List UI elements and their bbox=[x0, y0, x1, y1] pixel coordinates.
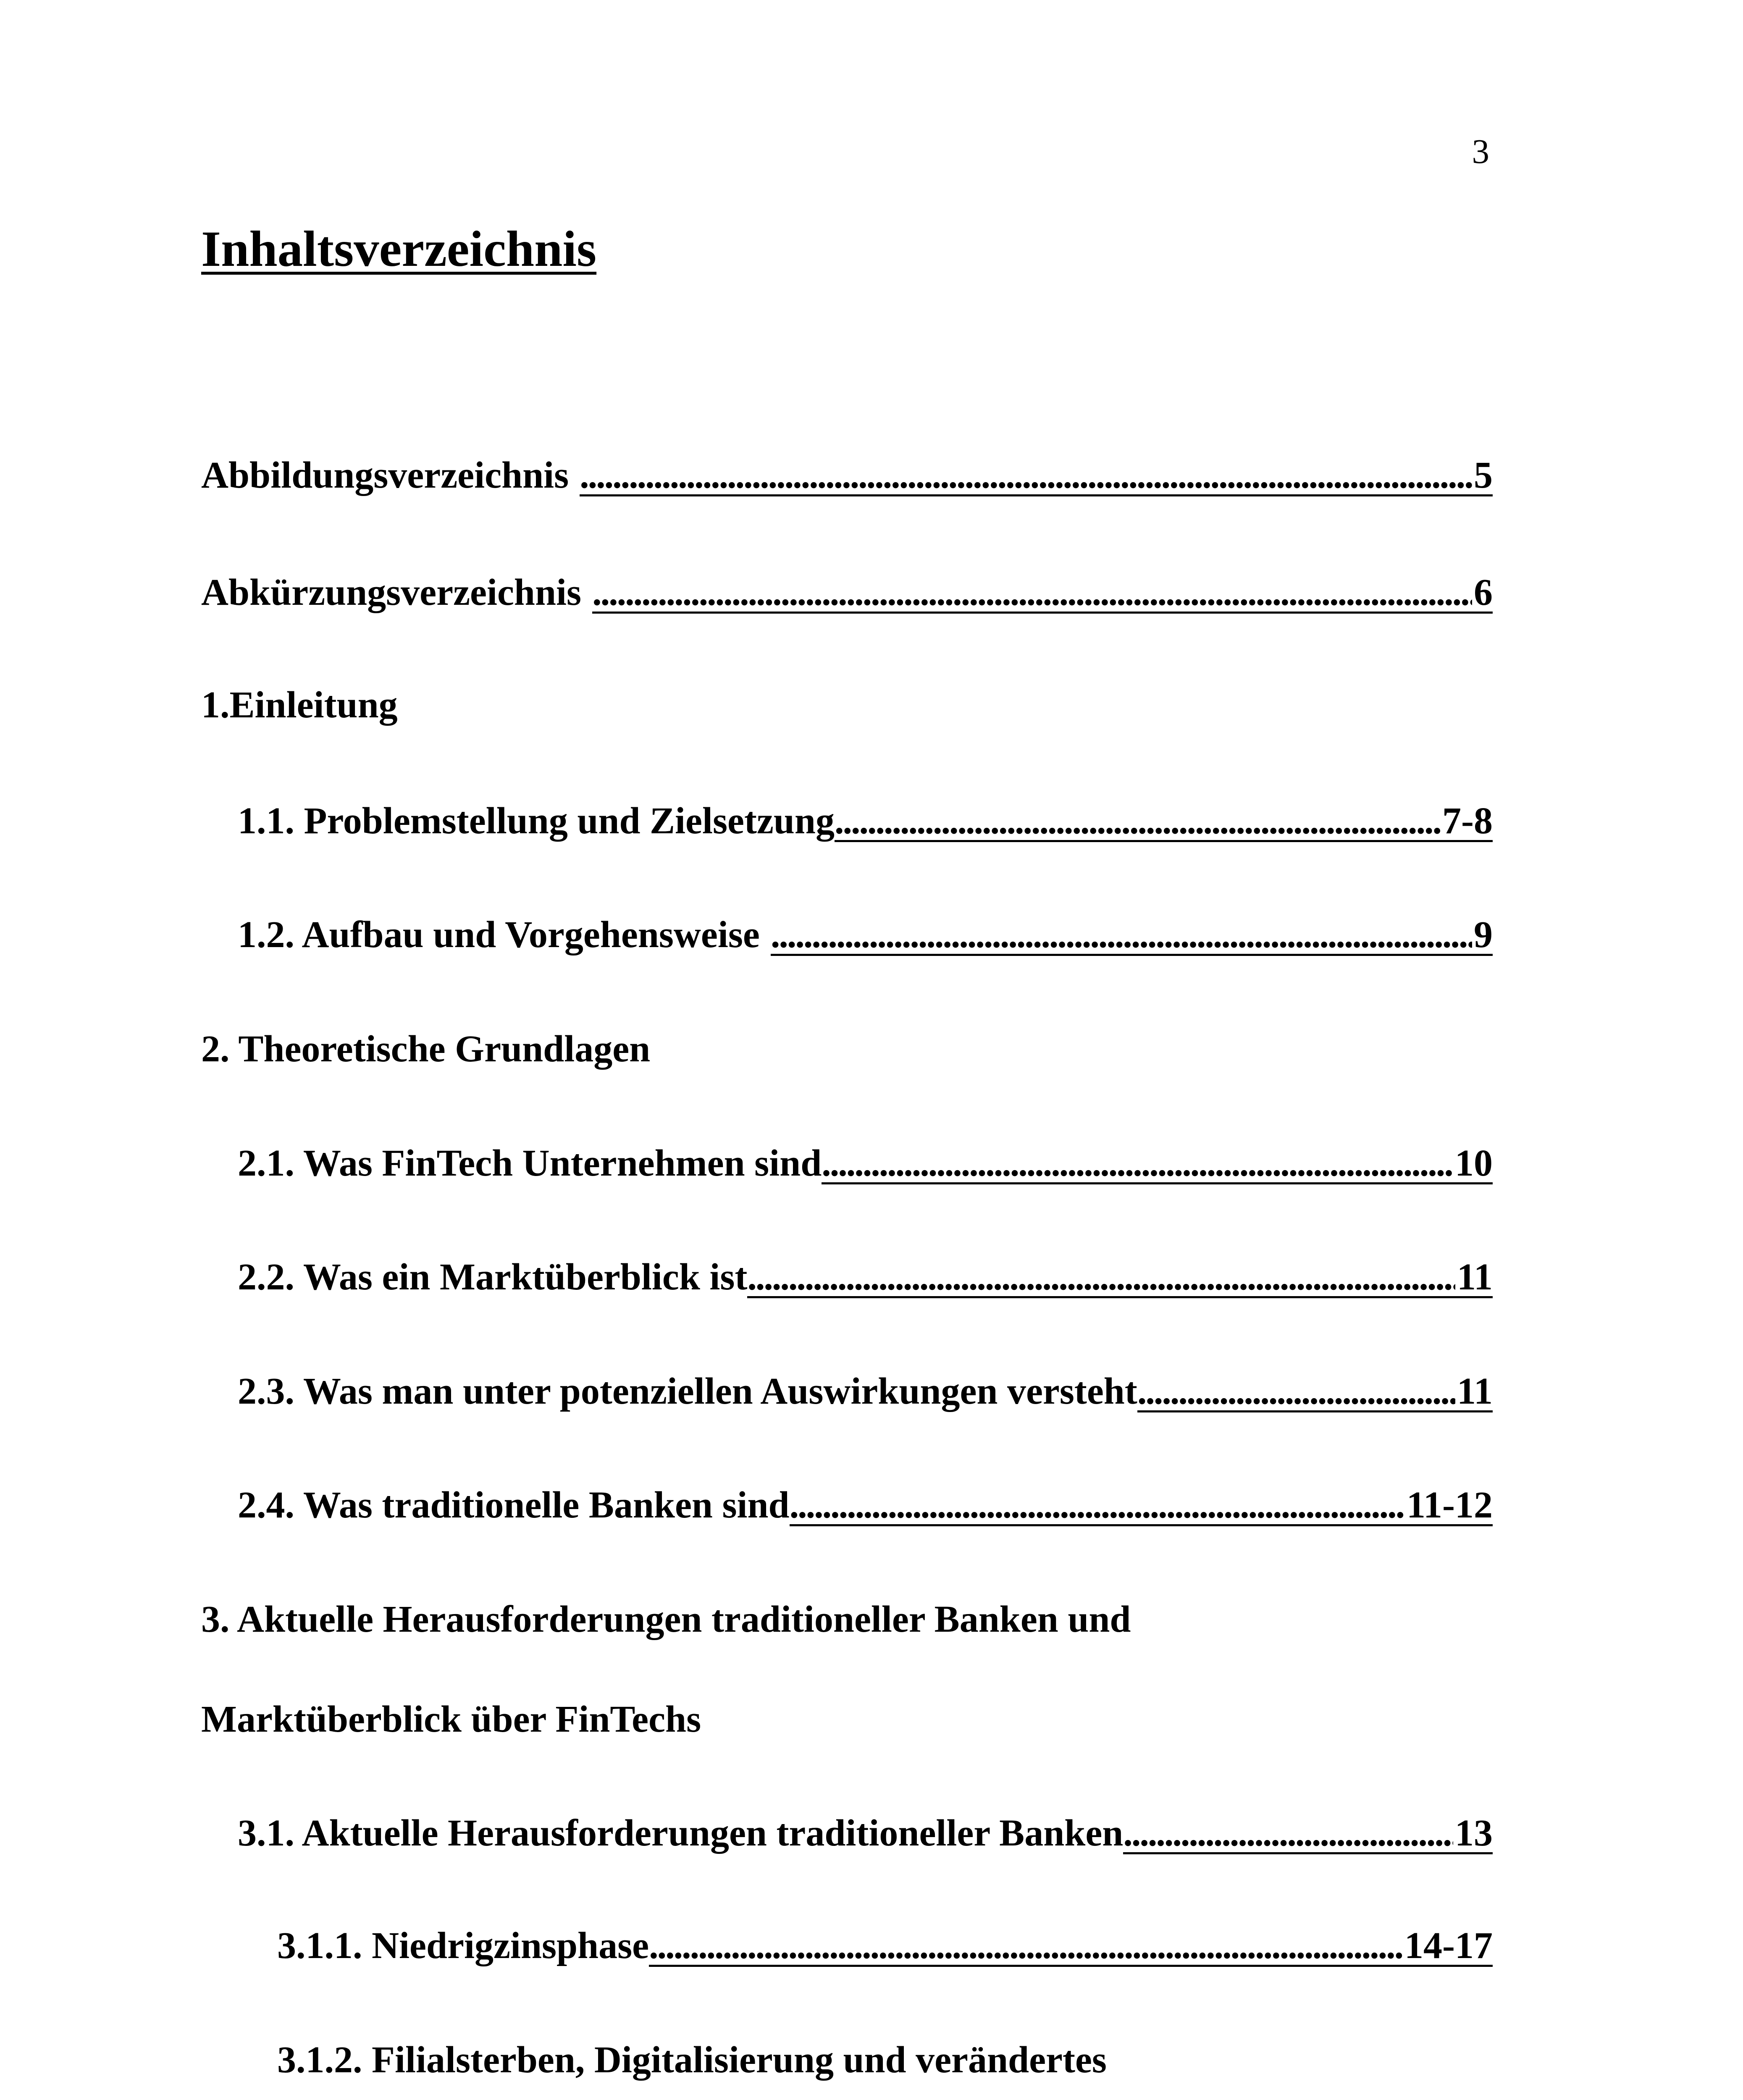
toc-entry-link[interactable] bbox=[790, 1486, 1493, 1526]
toc-entry[interactable] bbox=[201, 454, 1493, 497]
toc-entry[interactable] bbox=[238, 1814, 1493, 1855]
toc-entry[interactable] bbox=[238, 916, 1493, 956]
dot-leader bbox=[592, 574, 1472, 612]
dot-leader bbox=[1123, 1814, 1453, 1852]
toc-page-number: 7-8 bbox=[1442, 800, 1493, 842]
toc-entry[interactable] bbox=[277, 1927, 1493, 1967]
toc-entry-title: 2.3. Was man unter potenziellen Auswirkungen versteht bbox=[238, 1370, 1137, 1412]
toc-entry[interactable] bbox=[238, 1486, 1493, 1527]
dot-leader bbox=[580, 457, 1472, 494]
page-number: 3 bbox=[1472, 132, 1489, 171]
toc-entry-title: 3.1.2. Filialsterben, Digitalisierung und verändertes bbox=[277, 2039, 1107, 2081]
toc-entry-title: 2.2. Was ein Marktüberblick ist bbox=[238, 1256, 748, 1298]
toc-entry-link[interactable] bbox=[747, 1258, 1493, 1298]
toc-entry[interactable] bbox=[238, 1144, 1493, 1185]
toc-entry-title: 1.Einleitung bbox=[201, 684, 398, 726]
toc-entry-title: 1.2. Aufbau und Vorgehensweise bbox=[238, 914, 760, 956]
toc-entry-link[interactable] bbox=[1137, 1370, 1493, 1412]
toc-entry bbox=[277, 2041, 1493, 2082]
toc-page-number: 14-17 bbox=[1404, 1925, 1493, 1966]
toc-section-heading-continued bbox=[201, 1698, 1493, 1741]
toc-page-number: 11 bbox=[1457, 1256, 1493, 1298]
toc-page-number: 6 bbox=[1474, 572, 1493, 613]
toc-entry[interactable] bbox=[238, 1258, 1493, 1299]
page-title: Inhaltsverzeichnis bbox=[201, 221, 597, 277]
toc-entry-title: 3.1.1. Niedrigzinsphase bbox=[277, 1925, 649, 1966]
dot-leader bbox=[747, 1258, 1455, 1296]
toc-entry-link[interactable] bbox=[822, 1144, 1493, 1184]
toc-entry-link[interactable] bbox=[1123, 1814, 1493, 1854]
toc-page-number: 9 bbox=[1474, 914, 1493, 956]
toc-entry-link[interactable] bbox=[835, 802, 1493, 842]
toc-page-number: 10 bbox=[1455, 1142, 1493, 1184]
toc-entry-title: 2. Theoretische Grundlagen bbox=[201, 1028, 651, 1070]
toc-section-heading bbox=[201, 1601, 1493, 1641]
toc-entry-title-continued: Marktüberblick über FinTechs bbox=[201, 1698, 701, 1740]
toc-entry-title: 3. Aktuelle Herausforderungen traditioneller Banken und bbox=[201, 1599, 1131, 1640]
toc-entry-link[interactable] bbox=[580, 454, 1493, 496]
toc-entry[interactable] bbox=[201, 574, 1493, 614]
toc-entry-title: 2.4. Was traditionelle Banken sind bbox=[238, 1484, 790, 1526]
toc-section-heading bbox=[201, 1030, 1493, 1071]
toc-page-number: 13 bbox=[1455, 1812, 1493, 1854]
toc-entry-title: 2.1. Was FinTech Unternehmen sind bbox=[238, 1142, 822, 1184]
toc-page-number: 11-12 bbox=[1406, 1484, 1493, 1526]
dot-leader bbox=[1137, 1373, 1455, 1410]
dot-leader bbox=[771, 916, 1472, 954]
dot-leader bbox=[822, 1144, 1453, 1182]
dot-leader bbox=[790, 1486, 1405, 1524]
toc-entry-link[interactable] bbox=[649, 1927, 1493, 1967]
toc-entry-link[interactable] bbox=[771, 916, 1493, 956]
toc-entry-title: Abbildungsverzeichnis bbox=[201, 454, 569, 496]
toc-page-number: 5 bbox=[1474, 454, 1493, 496]
toc-page-number: 11 bbox=[1457, 1370, 1493, 1412]
toc-entry[interactable] bbox=[238, 1370, 1493, 1413]
toc-entry[interactable] bbox=[238, 802, 1493, 843]
dot-leader bbox=[649, 1927, 1403, 1965]
toc-section-heading bbox=[201, 686, 1493, 727]
toc-entry-title: 3.1. Aktuelle Herausforderungen traditioneller Banken bbox=[238, 1812, 1124, 1854]
toc-entry-title: 1.1. Problemstellung und Zielsetzung bbox=[238, 800, 835, 842]
dot-leader bbox=[835, 802, 1441, 840]
toc-entry-title: Abkürzungsverzeichnis bbox=[201, 572, 582, 613]
toc-entry-link[interactable] bbox=[592, 574, 1493, 614]
